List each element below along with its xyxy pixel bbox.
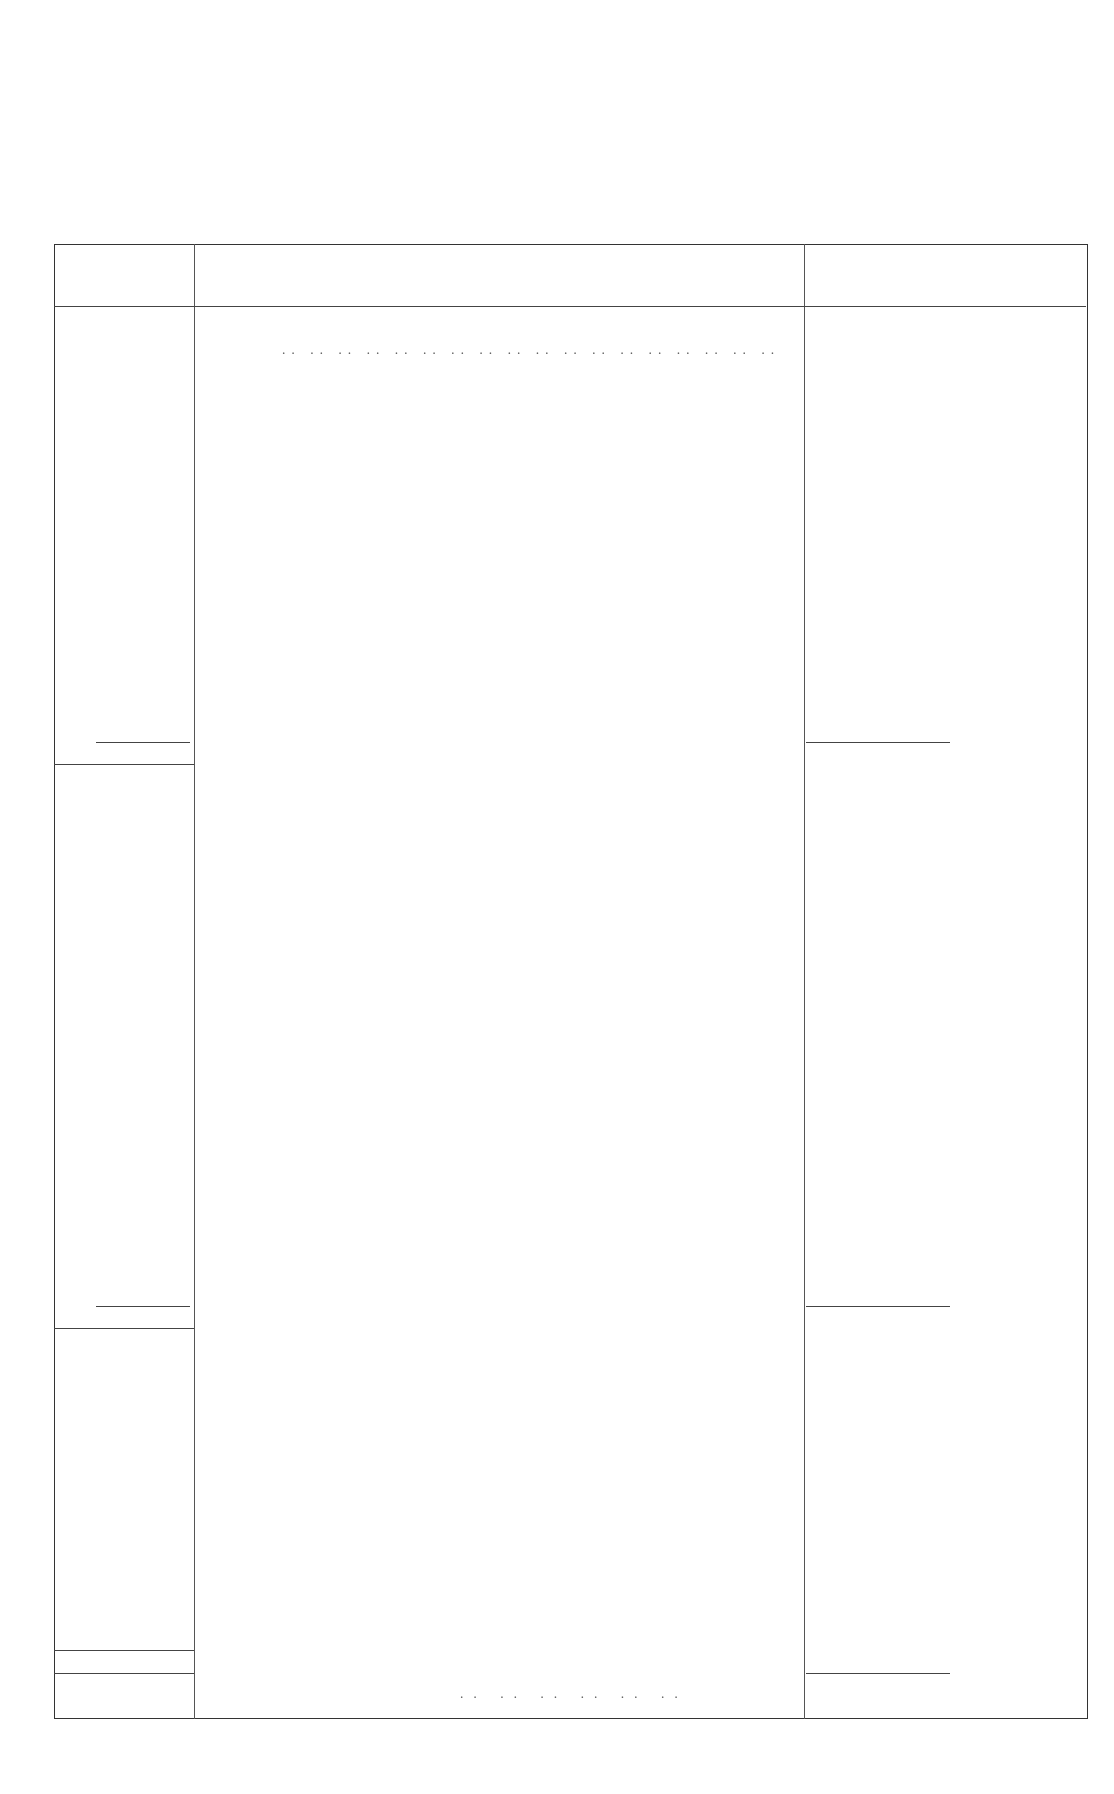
rule-prev-after-1	[54, 764, 194, 765]
rule-prev-subtotal-2	[96, 1306, 190, 1307]
subtotal-expenses-prev	[58, 1655, 186, 1671]
rule-prev-after-3	[54, 1673, 194, 1674]
column-rule-mid	[804, 244, 805, 1719]
rule-mid-subtotal-1	[806, 742, 950, 743]
rule-prev-subtotal-3	[54, 1650, 194, 1651]
carried-forward-mid	[808, 1686, 940, 1702]
rule-mid-subtotal-2	[806, 1306, 950, 1307]
column-rule-prev	[194, 244, 195, 1719]
carried-forward-leaders: .. .. .. .. .. ..	[460, 1686, 688, 1701]
table-frame	[54, 244, 1088, 1719]
rule-prev-subtotal-1	[96, 742, 190, 743]
rule-mid-subtotal-3	[806, 1673, 950, 1674]
header-rule	[54, 306, 1086, 307]
row-description-cell	[282, 342, 796, 358]
row-section-total	[950, 342, 1078, 358]
carried-forward-prev	[58, 1686, 186, 1702]
account-heading	[55, 212, 59, 234]
row-current-amount	[808, 342, 940, 358]
carried-forward-right	[950, 1686, 1078, 1702]
dot-leaders: .. .. .. .. .. .. .. .. .. .. .. .. .. .. .. .. .. ..	[282, 342, 781, 357]
row-prev-amount	[58, 342, 186, 358]
rule-prev-after-2	[54, 1328, 194, 1329]
